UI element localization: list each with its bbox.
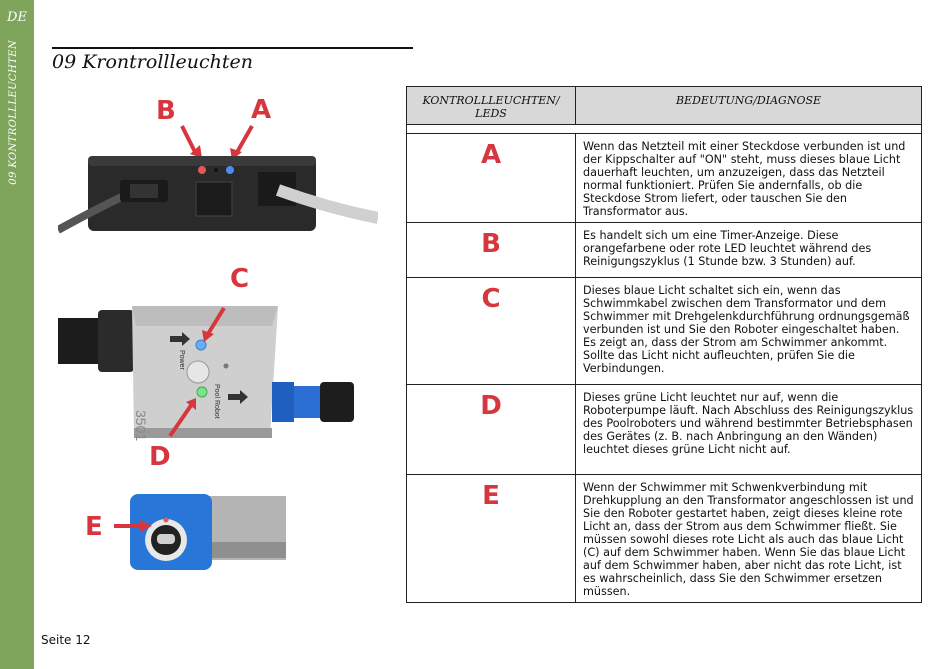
figure-label-a: A [251, 95, 272, 125]
model-number: 3501 [133, 410, 149, 442]
table-row [407, 278, 922, 385]
arrow-b-icon [182, 126, 196, 154]
table-header-row [407, 87, 922, 125]
row-letter: D [407, 385, 576, 475]
row-letter: C [407, 278, 576, 385]
arrow-a-icon [236, 126, 252, 154]
connector-photo [110, 490, 290, 572]
row-text: Wenn das Netzteil mit einer Steckdose verbunden ist und der Kippschalter auf "ON" steht, muss dieses blaue Licht dauerhaft leuchten, um anzuzeigen, dass das Netzteil normal funktioniert. Prüfen Sie andernfalls, ob die Steckdose Strom liefert, oder tauschen Sie den Transformator aus. [576, 134, 922, 223]
table-row [407, 134, 922, 223]
row-text: Wenn der Schwimmer mit Schwenkverbindung mit Drehkupplung an den Transformator angeschlossen ist und Sie den Roboter gestartet haben, zeigt dieses kleine rote Licht an, dass der Strom aus dem Schwimmer fließt. Sie müssen sowohl dieses rote Licht als auch das blaue Licht (C) auf dem Schwimmer haben. Wenn Sie das blaue Licht auf dem Schwimmer haben, aber nicht das rote Licht, ist es wahrscheinlich, dass Sie den Schwimmer ersetzen müssen. [576, 475, 922, 603]
row-letter: A [407, 134, 576, 223]
page-title: 09 Krontrollleuchten [52, 51, 254, 73]
row-text: Dieses blaue Licht schaltet sich ein, wenn das Schwimmkabel zwischen dem Transformator und dem Schwimmer mit Drehgelenkdurchführung ordnungsgemäß verbunden ist und Sie den Roboter eingeschaltet haben. Es zeigt an, dass der Strom am Schwimmer ankommt. Sollte das Licht nicht aufleuchten, prüfen Sie die Verbindungen. [576, 278, 922, 385]
row-letter: E [407, 475, 576, 603]
table-row [407, 475, 922, 603]
table-gap [407, 125, 922, 134]
transformer-photo [58, 118, 378, 238]
row-text: Es handelt sich um eine Timer-Anzeige. Diese orangefarbene oder rote LED leuchtet während des Reinigungszyklus (1 Stunde bzw. 3 Stunden) auf. [576, 223, 922, 278]
figure-label-d: D [149, 442, 171, 472]
sidebar [0, 0, 34, 669]
row-text: Dieses grüne Licht leuchtet nur auf, wenn die Roboterpumpe läuft. Nach Abschluss des Reinigungszyklus des Poolroboters und während bestimmter Betriebsphasen des Gerätes (z. B. nach Anbringung an den Wänden) leuchtet dieses grüne Licht nicht auf. [576, 385, 922, 475]
title-rule [52, 47, 413, 49]
figure-label-b: B [156, 96, 176, 126]
led-table [406, 86, 922, 603]
figure-label-e: E [85, 512, 103, 542]
language-tag: DE [7, 10, 27, 25]
figure-label-c: C [230, 264, 250, 294]
header-meaning: BEDEUTUNG/DIAGNOSE [576, 87, 922, 125]
float-photo [58, 288, 368, 448]
header-leds: KONTROLLLEUCHTEN/ LEDS [407, 87, 576, 125]
table-row [407, 385, 922, 475]
section-vertical-label-wrap [8, 40, 26, 200]
table-row [407, 223, 922, 278]
pool-robot-label: Pool Robot [213, 384, 220, 419]
page-footer: Seite 12 [41, 633, 91, 647]
section-vertical-label: 09 KONTROLLLEUCHTEN [8, 40, 19, 185]
power-label: Power [178, 350, 185, 370]
row-letter: B [407, 223, 576, 278]
